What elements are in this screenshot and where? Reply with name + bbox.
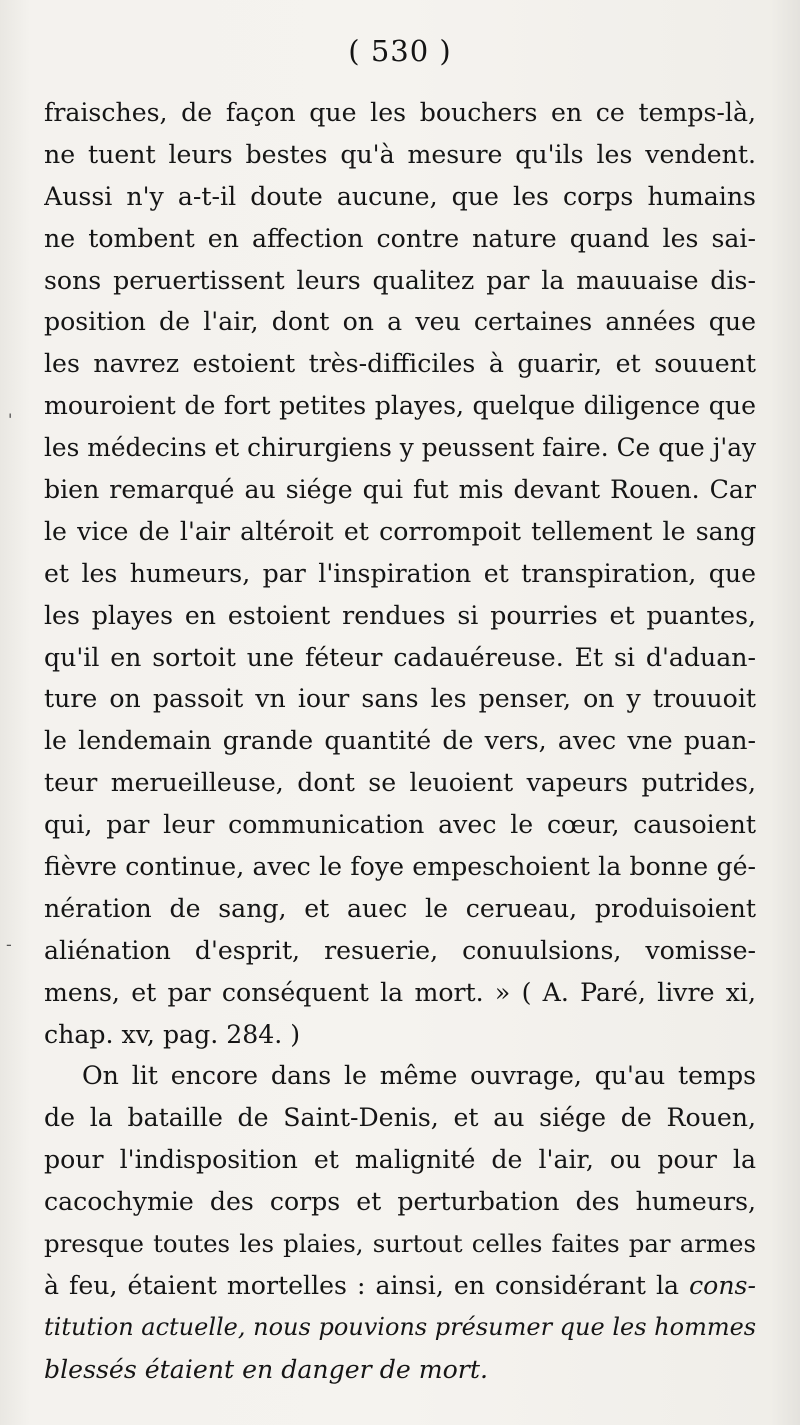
text-line: position de l'air, dont on a veu certaines années que — [44, 307, 756, 337]
margin-tick-mark: ' — [8, 410, 13, 429]
text-line: qu'il en sortoit une féteur cadauéreuse. Et si d'aduan- — [44, 642, 756, 672]
text-line: les navrez estoient très-difficiles à guarir, et souuent — [44, 349, 756, 379]
text-line: teur merueilleuse, dont se leuoient vapeurs putrides, — [44, 768, 756, 798]
text-line: pour l'indisposition et malignité de l'air, ou pour la — [44, 1145, 756, 1175]
text-line: fièvre continue, avec le foye empeschoient la bonne gé- — [44, 852, 756, 882]
text-line: mouroient de fort petites playes, quelque diligence que — [44, 391, 756, 421]
text-line: ture on passoit vn iour sans les penser, on y trouuoit — [44, 684, 756, 714]
italic-line: blessés étaient en danger de mort. — [44, 1354, 488, 1384]
text-line: et les humeurs, par l'inspiration et transpiration, que — [44, 558, 756, 588]
text-line: ne tombent en affection contre nature quand les sai- — [44, 223, 756, 253]
text-line: chap. xv, pag. 284. ) — [44, 1019, 301, 1049]
text-line: le vice de l'air altéroit et corrompoit tellement le sang — [44, 516, 756, 546]
text-line: ne tuent leurs bestes qu'à mesure qu'ils les vendent. — [44, 139, 756, 169]
text-line: fraisches, de façon que les bouchers en ce temps-là, — [44, 98, 756, 127]
text-line: de la bataille de Saint-Denis, et au siége de Rouen, — [44, 1103, 756, 1133]
text-line: aliénation d'esprit, resuerie, conuulsions, vomisse- — [44, 935, 756, 965]
page-number: ( 530 ) — [348, 34, 452, 68]
text-line: les médecins et chirurgiens y peussent faire. Ce que j'ay — [44, 433, 756, 463]
text-line: cacochymie des corps et perturbation des humeurs, — [44, 1187, 756, 1217]
text-line: les playes en estoient rendues si pourries et puantes, — [44, 600, 756, 630]
italic-text: cons- — [689, 1270, 756, 1300]
text-line: Aussi n'y a-t-il doute aucune, que les corps humains — [44, 181, 756, 211]
text-line: presque toutes les plaies, surtout celles faites par armes — [44, 1229, 756, 1259]
text-line — [44, 1265, 756, 1307]
text-line: bien remarqué au siége qui fut mis devant Rouen. Car — [44, 475, 756, 505]
text-line: nération de sang, et auec le cerueau, produisoient — [44, 893, 756, 923]
text-line: qui, par leur communication avec le cœur, causoient — [44, 810, 756, 840]
italic-line: titution actuelle, nous pouvions présumer que les hommes — [44, 1312, 756, 1341]
text-line: sons peruertissent leurs qualitez par la mauuaise dis- — [44, 265, 756, 295]
body-text — [44, 92, 756, 1391]
text-line: mens, et par conséquent la mort. » ( A. Paré, livre xi, — [44, 977, 756, 1007]
margin-tick-mark: - — [6, 935, 12, 954]
text-line: le lendemain grande quantité de vers, avec vne puan- — [44, 726, 756, 756]
paragraph-start-line: On lit encore dans le même ouvrage, qu'au temps — [82, 1061, 756, 1091]
line-text: à feu, étaient mortelles : ainsi, en considérant la — [44, 1270, 690, 1300]
